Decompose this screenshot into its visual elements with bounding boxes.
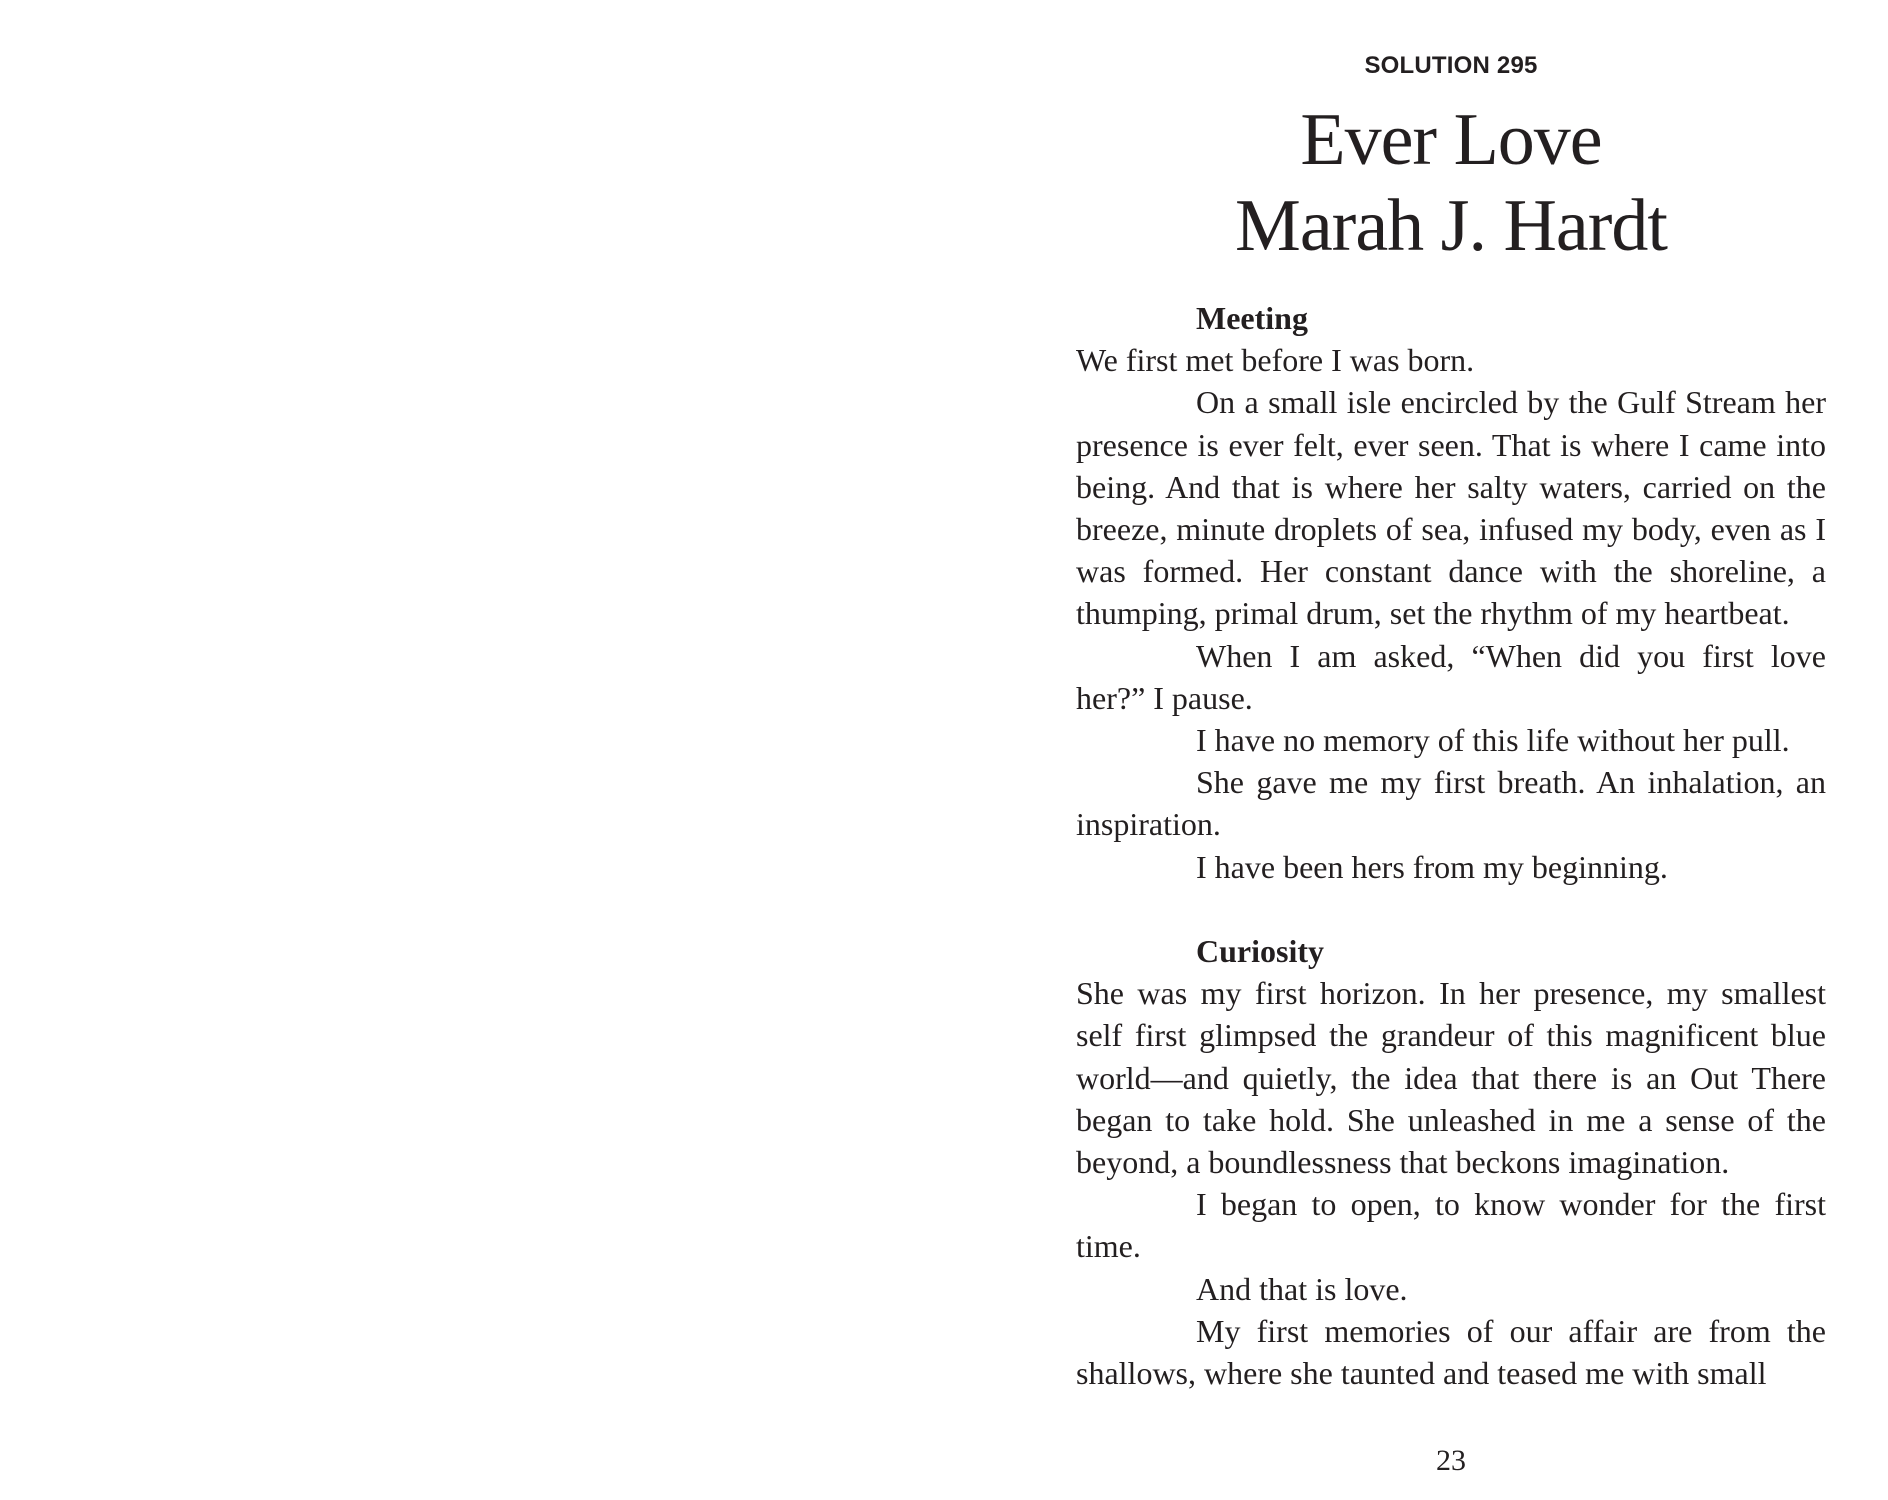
paragraph: She gave me my first breath. An inhalation, an inspiration.: [1076, 764, 1826, 843]
paragraph: And that is love.: [1196, 1270, 1408, 1307]
paragraph: When I am asked, “When did you first love her?” I pause.: [1076, 637, 1826, 716]
section-opening-line: We first met before I was born.: [1076, 342, 1475, 379]
section-heading-meeting: Meeting: [1196, 300, 1308, 336]
page-number: 23: [1436, 1444, 1466, 1477]
section-heading-curiosity: Curiosity: [1196, 933, 1324, 970]
section-opening-paragraph: She was my first horizon. In her presence, my smallest self first glimpsed the grandeur of this magnificent blue world—and quietly, the idea that there is an Out There began to take hold. She unleashed in me a sense of the beyond, a boundlessness that beckons imagination.: [1076, 975, 1826, 1181]
paragraph: I have no memory of this life without her pull.: [1196, 722, 1790, 759]
title-line-2-author: Marah J. Hardt: [1235, 185, 1667, 267]
page-title: [1076, 97, 1826, 269]
essay-body: [1076, 297, 1826, 1394]
paragraph: I have been hers from my beginning.: [1196, 848, 1668, 885]
solution-label: SOLUTION 295: [1364, 52, 1538, 79]
paragraph: I began to open, to know wonder for the first time.: [1076, 1186, 1826, 1265]
title-line-1: Ever Love: [1300, 99, 1602, 181]
section-break: [1076, 888, 1826, 930]
paragraph: On a small isle encircled by the Gulf Stream her presence is ever felt, ever seen. That is where I came into being. And that is where her salty waters, carried on the breeze, minute droplets of sea, infused my body, even as I was formed. Her constant dance with the shoreline, a thumping, primal drum, set the rhythm of my heartbeat.: [1076, 384, 1826, 632]
paragraph: My first memories of our affair are from the shallows, where she taunted and teased me with small: [1076, 1312, 1826, 1392]
